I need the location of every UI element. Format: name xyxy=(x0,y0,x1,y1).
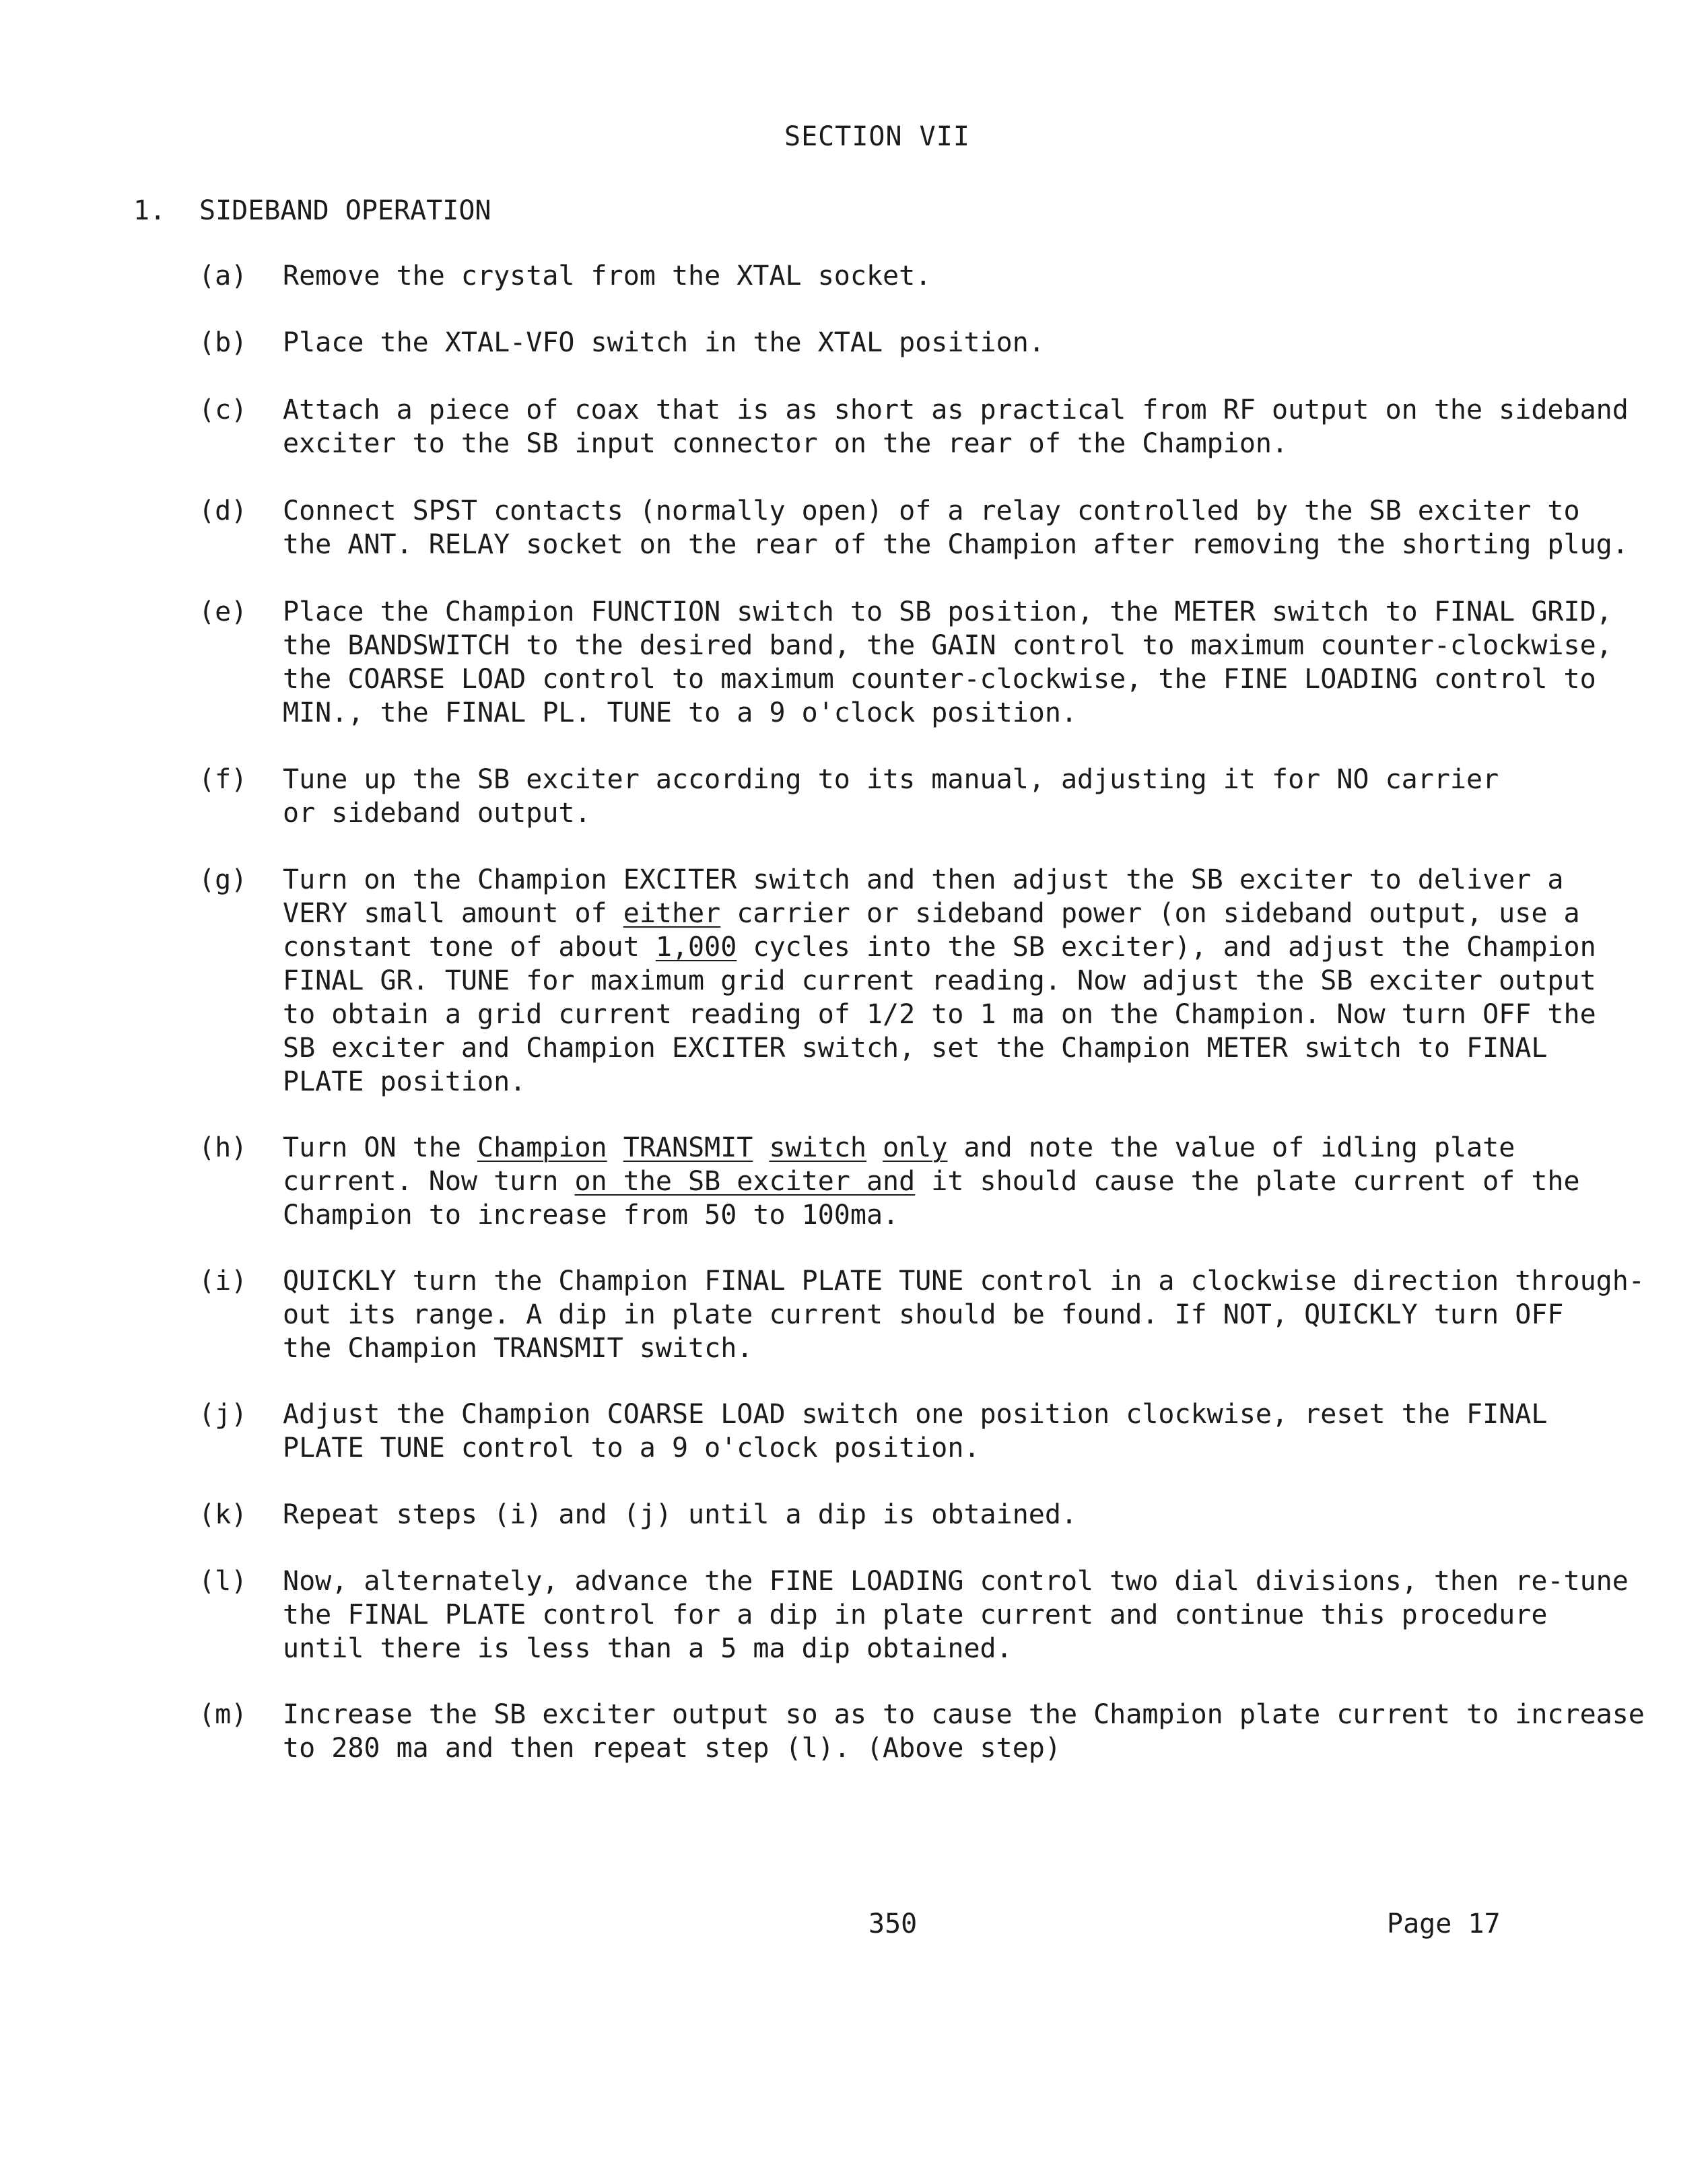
step-line: to 280 ma and then repeat step (l). (Above step) xyxy=(283,1733,1061,1764)
text-run: Turn ON the xyxy=(283,1132,477,1163)
step-label: (f) xyxy=(199,764,248,795)
underlined-text: TRANSMIT xyxy=(623,1132,753,1163)
step-label: (e) xyxy=(199,596,248,627)
text-run: VERY small amount of xyxy=(283,898,623,929)
step-label: (m) xyxy=(199,1699,248,1730)
step-label: (k) xyxy=(199,1499,248,1530)
underlined-text: only xyxy=(883,1132,948,1163)
underlined-text: switch xyxy=(769,1132,866,1163)
step-line: exciter to the SB input connector on the rear of the Champion. xyxy=(283,428,1289,459)
step-text xyxy=(283,259,1703,293)
text-run: cycles into the SB exciter), and adjust the Champion xyxy=(737,932,1596,963)
step-line: Place the Champion FUNCTION switch to SB position, the METER switch to FINAL GRID, xyxy=(283,596,1612,627)
footer-page-label: Page 17 xyxy=(1387,1908,1501,1939)
step-label: (a) xyxy=(199,261,248,291)
step-line: the FINAL PLATE control for a dip in plate current and continue this procedure xyxy=(283,1599,1548,1630)
step-line: QUICKLY turn the Champion FINAL PLATE TUNE control in a clockwise direction through- xyxy=(283,1266,1645,1297)
step-line xyxy=(283,897,1703,930)
step-line: Connect SPST contacts (normally open) of a relay controlled by the SB exciter to xyxy=(283,495,1580,526)
step-text xyxy=(283,1564,1703,1665)
step-label: (i) xyxy=(199,1266,248,1297)
step-line: Remove the crystal from the XTAL socket. xyxy=(283,261,932,291)
footer-model-number: 350 xyxy=(868,1908,918,1939)
step-line: Repeat steps (i) and (j) until a dip is obtained. xyxy=(283,1499,1078,1530)
step-label: (d) xyxy=(199,495,248,526)
heading xyxy=(133,195,491,226)
underlined-text: either xyxy=(623,898,721,929)
step-line: until there is less than a 5 ma dip obtained. xyxy=(283,1633,1013,1664)
step-text xyxy=(283,863,1703,1099)
step-text xyxy=(283,494,1703,561)
step-text xyxy=(283,326,1703,359)
text-run: current. Now turn xyxy=(283,1166,575,1197)
step-line: Turn on the Champion EXCITER switch and then adjust the SB exciter to deliver a xyxy=(283,864,1564,895)
underlined-text: 1,000 xyxy=(655,932,737,963)
step-label: (c) xyxy=(199,394,248,425)
step-line: or sideband output. xyxy=(283,798,591,829)
step-line: MIN., the FINAL PL. TUNE to a 9 o'clock position. xyxy=(283,697,1078,728)
step-line xyxy=(283,1131,1703,1165)
text-run: constant tone of about xyxy=(283,932,656,963)
step-text xyxy=(283,763,1703,830)
step-line: SB exciter and Champion EXCITER switch, set the Champion METER switch to FINAL xyxy=(283,1033,1548,1064)
step-line: FINAL GR. TUNE for maximum grid current reading. Now adjust the SB exciter output xyxy=(283,965,1596,996)
section-title: SECTION VII xyxy=(784,121,970,152)
text-run: and note the value of idling plate xyxy=(947,1132,1515,1163)
step-line: Place the XTAL-VFO switch in the XTAL position. xyxy=(283,327,1045,358)
step-text xyxy=(283,1698,1703,1765)
text-run xyxy=(607,1132,623,1163)
text-run: it should cause the plate current of the xyxy=(915,1166,1580,1197)
step-line: Tune up the SB exciter according to its manual, adjusting it for NO carrier xyxy=(283,764,1499,795)
step-label: (h) xyxy=(199,1132,248,1163)
step-line: PLATE position. xyxy=(283,1066,526,1097)
step-line: PLATE TUNE control to a 9 o'clock position. xyxy=(283,1433,980,1463)
text-run xyxy=(753,1132,769,1163)
step-line: to obtain a grid current reading of 1/2 to 1 ma on the Champion. Now turn OFF the xyxy=(283,999,1596,1030)
underlined-text: Champion xyxy=(477,1132,607,1163)
step-text xyxy=(283,595,1703,730)
step-line xyxy=(283,930,1703,964)
step-line: the Champion TRANSMIT switch. xyxy=(283,1333,753,1364)
step-label: (b) xyxy=(199,327,248,358)
step-text xyxy=(283,1498,1703,1531)
step-text xyxy=(283,1398,1703,1465)
step-line: Attach a piece of coax that is as short as practical from RF output on the sideband xyxy=(283,394,1629,425)
step-text xyxy=(283,393,1703,460)
step-line: the BANDSWITCH to the desired band, the GAIN control to maximum counter-clockwise, xyxy=(283,630,1612,661)
text-run: carrier or sideband power (on sideband output, use a xyxy=(720,898,1580,929)
step-line: Now, alternately, advance the FINE LOADING control two dial divisions, then re-tune xyxy=(283,1566,1629,1597)
step-line: Champion to increase from 50 to 100ma. xyxy=(283,1200,899,1231)
step-line: out its range. A dip in plate current should be found. If NOT, QUICKLY turn OFF xyxy=(283,1299,1564,1330)
heading-title: SIDEBAND OPERATION xyxy=(199,195,491,226)
step-label: (l) xyxy=(199,1566,248,1597)
underlined-text: on the SB exciter and xyxy=(574,1166,916,1197)
step-line: the ANT. RELAY socket on the rear of the Champion after removing the shorting plug. xyxy=(283,529,1629,560)
heading-number: 1. xyxy=(133,195,166,226)
step-label: (j) xyxy=(199,1399,248,1430)
step-line: Adjust the Champion COARSE LOAD switch one position clockwise, reset the FINAL xyxy=(283,1399,1548,1430)
step-line: the COARSE LOAD control to maximum counter-clockwise, the FINE LOADING control to xyxy=(283,664,1596,695)
step-label: (g) xyxy=(199,864,248,895)
step-text xyxy=(283,1131,1703,1232)
step-line xyxy=(283,1165,1703,1198)
step-text xyxy=(283,1264,1703,1365)
text-run xyxy=(866,1132,883,1163)
step-line: Increase the SB exciter output so as to cause the Champion plate current to increase xyxy=(283,1699,1645,1730)
